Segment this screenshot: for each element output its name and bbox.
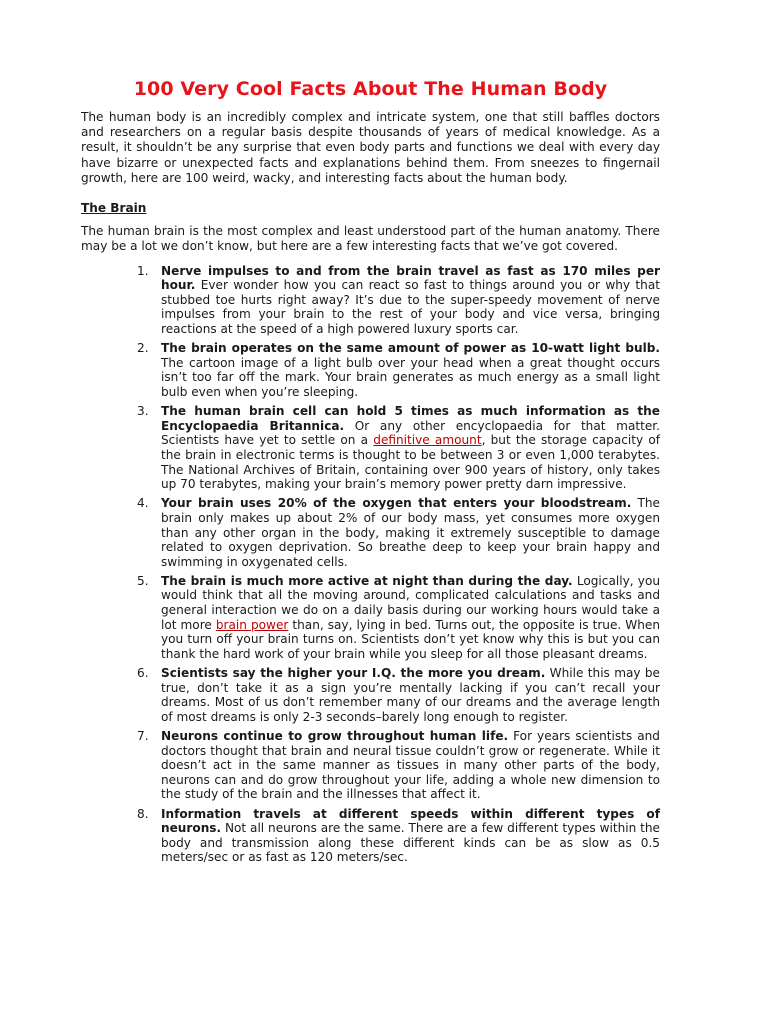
fact-text: Ever wonder how you can react so fast to things around you or why that stubbed toe hurts right away? It’s due to the super-speedy movement of nerve impulses from your brain to the rest of your body and vice versa, bringing reactions at the speed of a high powered luxury sports car.	[161, 278, 660, 336]
fact-item-8	[137, 806, 660, 865]
fact-number: 1.	[137, 263, 149, 278]
fact-lead: The brain is much more active at night than during the day.	[161, 573, 573, 588]
fact-number: 4.	[137, 496, 149, 511]
fact-lead: Information travels at different speeds within different types of neurons.	[161, 806, 660, 836]
fact-number: 3.	[137, 404, 149, 419]
intro-paragraph: The human body is an incredibly complex and intricate system, one that still baffles doctors and researchers on a regular basis despite thousands of years of medical knowledge. As a result, it shouldn’t be any surprise that even body parts and functions we deal with every day have bizarre or unexpected facts and explanations behind them. From sneezes to fingernail growth, here are 100 weird, wacky, and interesting facts about the human body.	[81, 110, 660, 185]
fact-lead: Neurons continue to grow throughout human life.	[161, 729, 509, 743]
definitive-amount-link[interactable]: definitive amount	[373, 433, 482, 448]
fact-item-6	[137, 666, 660, 724]
fact-item-5	[137, 573, 661, 662]
fact-lead: The human brain cell can hold 5 times as much information as the Encyclopaedia Britannica.	[161, 404, 660, 433]
fact-text: Or any other encyclopaedia for that matter. Scientists have yet to settle on a	[161, 418, 660, 448]
fact-item-3	[137, 404, 660, 492]
fact-lead: Nerve impulses to and from the brain travel as fast as 170 miles per hour.	[161, 263, 660, 293]
fact-text: While this may be true, don’t take it as a sign you’re mentally lacking if you can’t recall your dreams. Most of us don’t remember many of our dreams and the average length of most dreams is only 2-3 seconds–barely long enough to register.	[161, 666, 660, 724]
fact-number: 5.	[137, 573, 149, 588]
facts-list	[81, 264, 660, 865]
page-title: 100 Very Cool Facts About The Human Body	[133, 78, 608, 100]
fact-item-1	[137, 263, 660, 337]
fact-item-2	[137, 341, 660, 399]
fact-text: Not all neurons are the same. There are a few different types within the body and transmission along these different kinds can be as slow as 0.5 meters/sec or as fast as 120 meters/sec.	[161, 821, 660, 865]
fact-lead: Your brain uses 20% of the oxygen that enters your bloodstream.	[161, 496, 632, 511]
fact-text: , but the storage capacity of the brain in electronic terms is thought to be between 3 or even 1,000 terabytes. The National Archives of Britain, containing over 900 years of history, only takes up 70 terabytes, making your brain’s memory power pretty darn impressive.	[161, 433, 660, 492]
fact-number: 2.	[137, 341, 149, 356]
fact-number: 8.	[137, 806, 149, 821]
fact-lead: The brain operates on the same amount of power as 10-watt light bulb.	[161, 341, 660, 356]
section-intro-paragraph: The human brain is the most complex and least understood part of the human anatomy. There may be a lot we don’t know, but here are a few interesting facts that we’ve got covered.	[81, 224, 660, 254]
brain-power-link[interactable]: brain power	[215, 617, 289, 632]
fact-number: 7.	[137, 729, 149, 743]
fact-text: The brain only makes up about 2% of our body mass, yet consumes more oxygen than any other organ in the body, making it extremely susceptible to damage related to oxygen deprivation. So breathe deep to keep your brain happy and swimming in oxygenated cells.	[161, 496, 660, 569]
fact-lead: Scientists say the higher your I.Q. the more you dream.	[161, 666, 546, 681]
fact-text: than, say, lying in bed. Turns out, the opposite is true. When you turn off your brain turns on. Scientists don’t yet know why this is but you can thank the hard work of your brain while you sleep for all those pleasant dreams.	[161, 617, 660, 661]
fact-text: Logically, you would think that all the moving around, complicated calculations and tasks and general interaction we do on a daily basis during our working hours would take a lot more	[161, 573, 661, 632]
fact-number: 6.	[137, 666, 149, 681]
fact-text: The cartoon image of a light bulb over your head when a great thought occurs isn’t too far off the mark. Your brain generates as much energy as a small light bulb even when you’re sleeping.	[161, 355, 660, 399]
fact-item-4	[137, 496, 660, 569]
fact-item-7	[137, 729, 660, 802]
section-heading-brain: The Brain	[81, 201, 147, 216]
fact-text: For years scientists and doctors thought that brain and neural tissue couldn’t grow or regenerate. While it doesn’t act in the same manner as tissues in many other parts of the body, neurons can and do grow throughout your life, adding a whole new dimension to the study of the brain and the illnesses that affect it.	[161, 729, 660, 802]
